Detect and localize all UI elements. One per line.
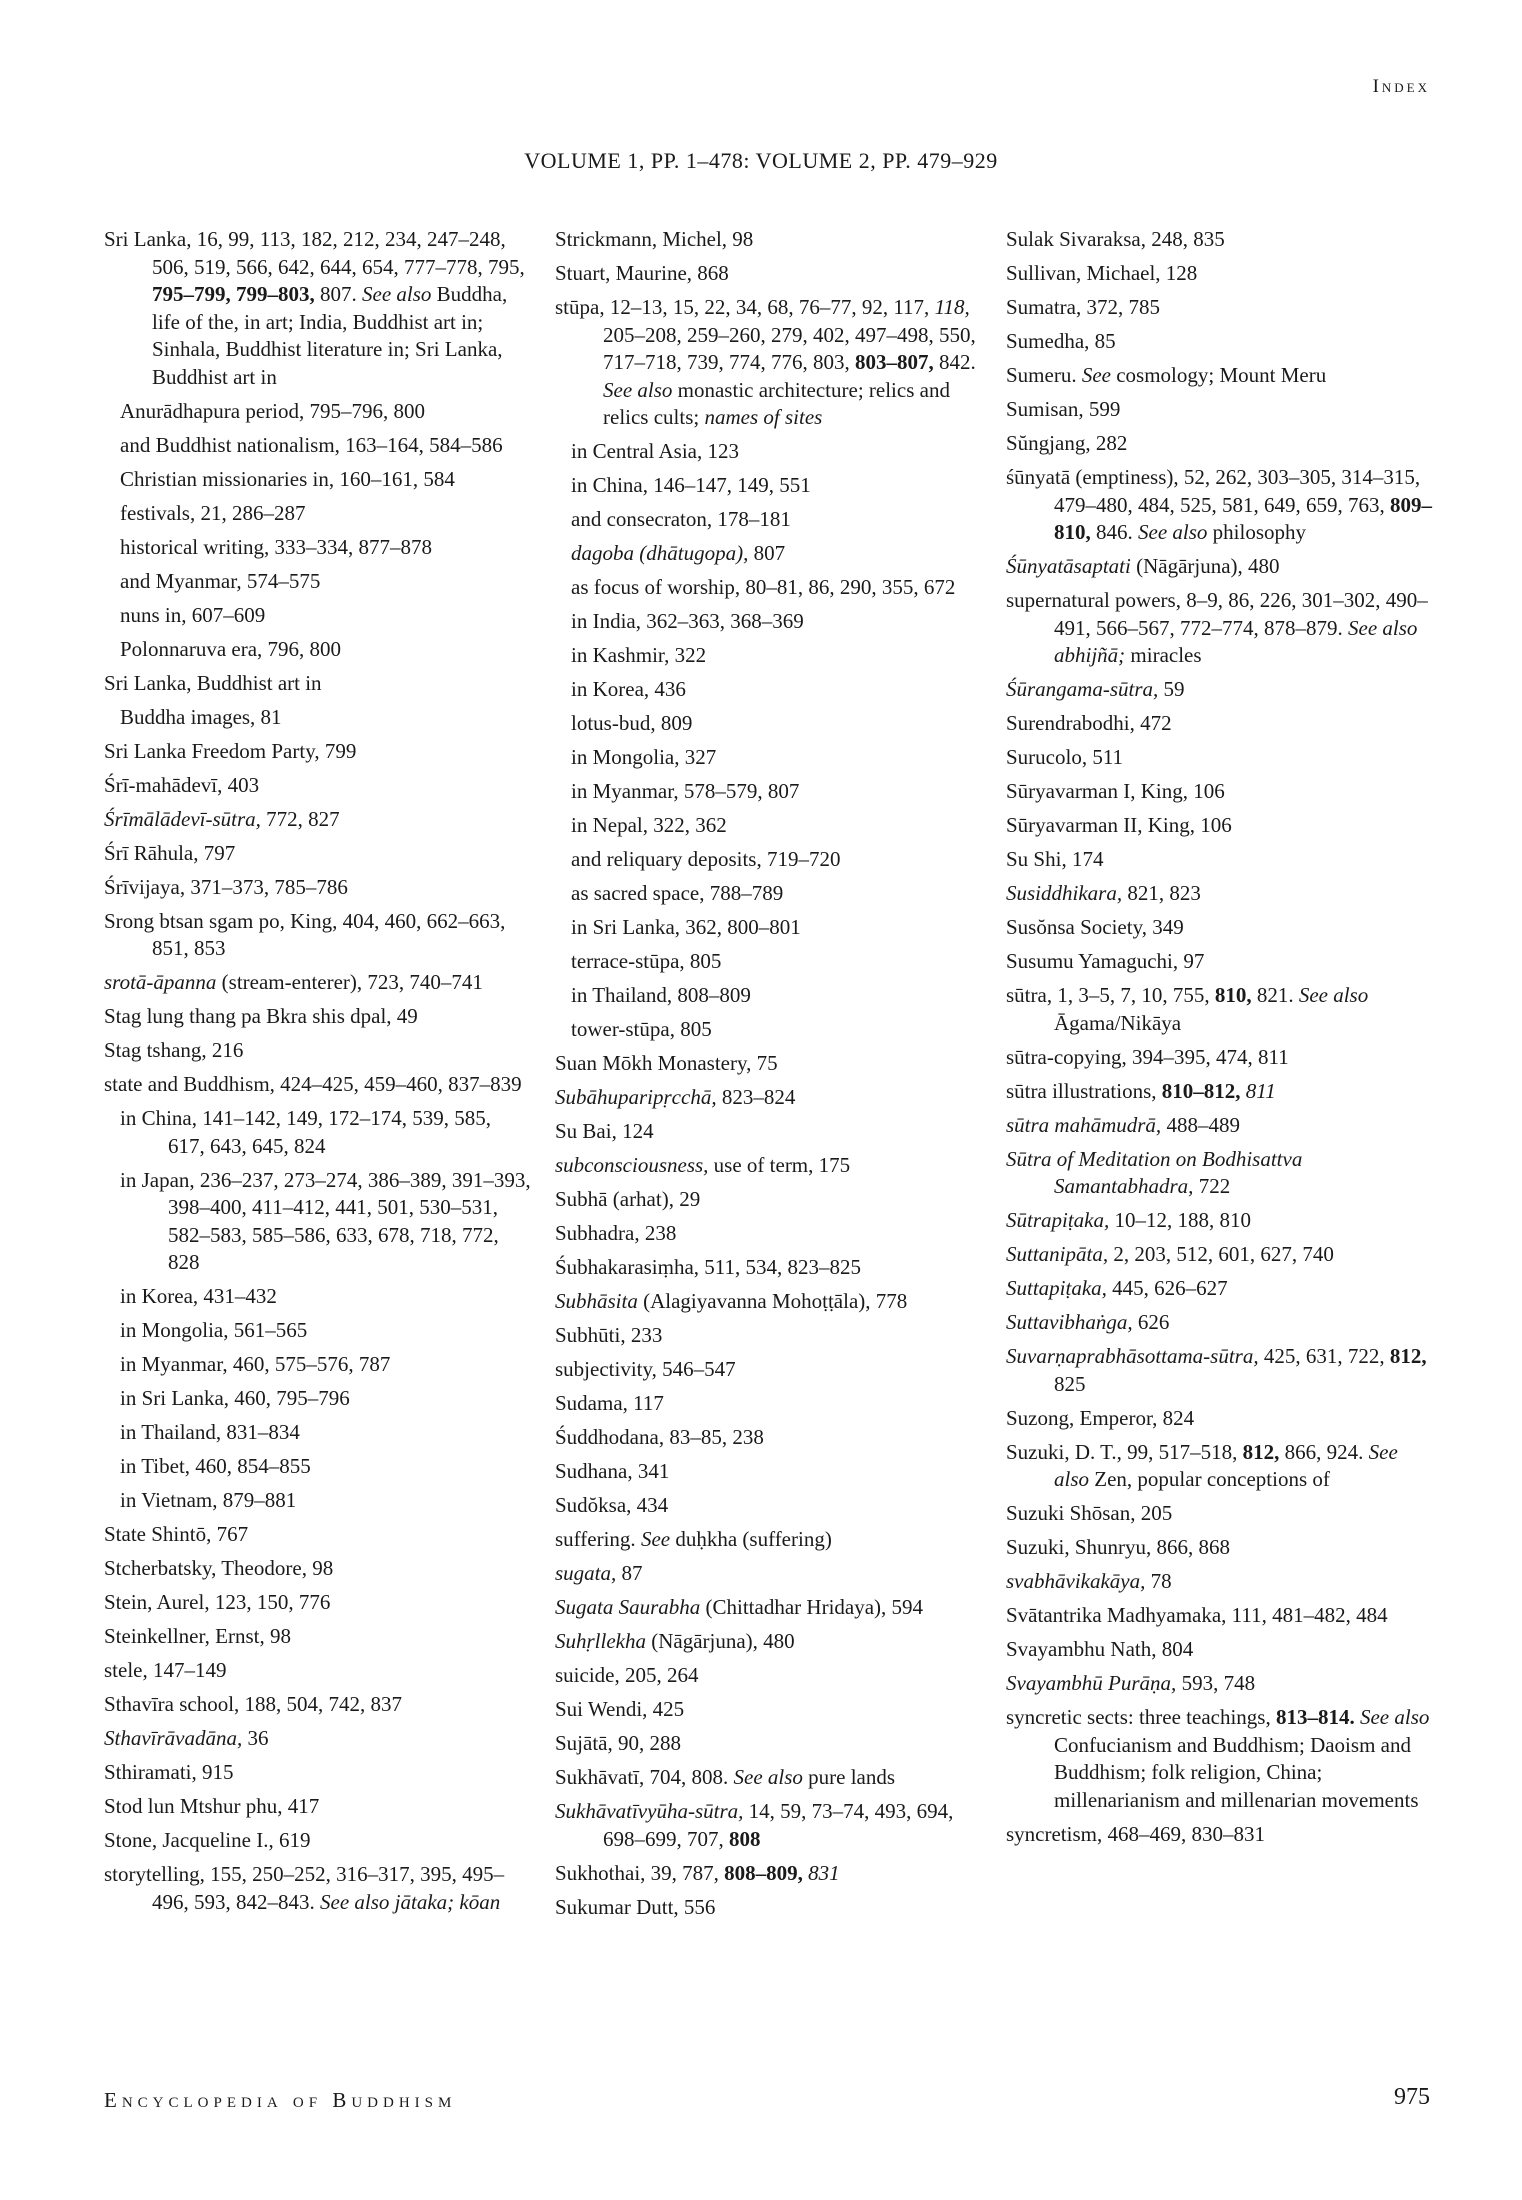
index-entry: suicide, 205, 264 [555, 1663, 699, 1687]
index-subentry: and Buddhist nationalism, 163–164, 584–586 [120, 432, 503, 457]
index-entry: Sthiramati, 915 [104, 1760, 234, 1784]
index-subentry: as focus of worship, 80–81, 86, 290, 355, 672 [571, 575, 956, 599]
index-entry: Steinkellner, Ernst, 98 [104, 1624, 291, 1648]
index-entry: Stein, Aurel, 123, 150, 776 [104, 1590, 331, 1614]
index-entry: Sŭngjang, 282 [1006, 431, 1128, 455]
index-entry: sūtra-copying, 394–395, 474, 811 [1006, 1044, 1289, 1069]
index-subentry: in China, 146–147, 149, 551 [571, 473, 811, 497]
index-subentry: and reliquary deposits, 719–720 [571, 847, 841, 871]
index-entry: Śūnyatāsaptati (Nāgārjuna), 480 [1006, 554, 1280, 578]
index-entry: Suzuki, D. T., 99, 517–518, 812, 866, 924. See also Zen, popular conceptions of [1006, 1439, 1398, 1491]
index-subentry: in Thailand, 808–809 [571, 983, 751, 1007]
index-entry: Sri Lanka, Buddhist art in [104, 670, 322, 695]
index-entry: Subhūti, 233 [555, 1323, 663, 1347]
index-entry: Svayambhū Purāṇa, 593, 748 [1006, 1671, 1256, 1695]
index-subentry: in India, 362–363, 368–369 [571, 609, 804, 633]
index-entry: Śrīmālādevī-sūtra, 772, 827 [104, 806, 340, 831]
index-entry: Suttapiṭaka, 445, 626–627 [1006, 1276, 1228, 1300]
index-entry: Sukumar Dutt, 556 [555, 1894, 716, 1919]
index-entry: Śrī-mahādevī, 403 [104, 772, 260, 797]
index-entry: Sukhothai, 39, 787, 808–809, 831 [555, 1860, 840, 1885]
running-head: Index [1372, 76, 1430, 97]
index-entry: stele, 147–149 [104, 1658, 227, 1682]
index-column-3 [1006, 226, 1434, 2046]
index-entry: Sri Lanka Freedom Party, 799 [104, 738, 357, 763]
index-subentry: in Mongolia, 327 [571, 745, 717, 769]
index-entry: Sukhāvatīvyūha-sūtra, 14, 59, 73–74, 493, 694, 698–699, 707, 808 [555, 1799, 954, 1851]
index-subentry: terrace-stūpa, 805 [571, 949, 722, 973]
index-entry: Su Bai, 124 [555, 1119, 654, 1143]
index-entry: Śūrangama-sūtra, 59 [1006, 677, 1185, 701]
page-number: 975 [1394, 2084, 1430, 2110]
index-entry: Suvarṇaprabhāsottama-sūtra, 425, 631, 722, 812, 825 [1006, 1344, 1427, 1396]
index-entry: sūtra, 1, 3–5, 7, 10, 755, 810, 821. See also Āgama/Nikāya [1006, 983, 1369, 1035]
index-subentry: festivals, 21, 286–287 [120, 500, 306, 525]
index-entry: Subāhuparipṛcchā, 823–824 [555, 1085, 796, 1109]
index-entry: Stcherbatsky, Theodore, 98 [104, 1556, 334, 1580]
index-subentry: tower-stūpa, 805 [571, 1017, 712, 1041]
index-entry: Sri Lanka, 16, 99, 113, 182, 212, 234, 247–248, 506, 519, 566, 642, 644, 654, 777–778, 795, 795–799, 799–803, 807. See also Buddha, life of the, in art; India, Buddhist art in; Sinhala, Buddhist literature in; Sri Lanka, Buddhist art in [104, 227, 525, 389]
index-entry: sūtra mahāmudrā, 488–489 [1006, 1112, 1240, 1137]
index-entry: Suttanipāta, 2, 203, 512, 601, 627, 740 [1006, 1242, 1334, 1266]
index-entry: syncretism, 468–469, 830–831 [1006, 1821, 1265, 1846]
index-entry: Svayambhu Nath, 804 [1006, 1637, 1194, 1661]
index-subentry: in Tibet, 460, 854–855 [120, 1454, 311, 1478]
index-subentry: in China, 141–142, 149, 172–174, 539, 585, 617, 643, 645, 824 [120, 1106, 491, 1158]
index-entry: Sūtrapiṭaka, 10–12, 188, 810 [1006, 1208, 1251, 1232]
index-subentry: nuns in, 607–609 [120, 602, 266, 627]
index-entry: Sugata Saurabha (Chittadhar Hridaya), 594 [555, 1595, 924, 1619]
index-entry: Sūryavarman I, King, 106 [1006, 779, 1225, 803]
index-subentry: in Korea, 436 [571, 677, 686, 701]
index-entry: Sulak Sivaraksa, 248, 835 [1006, 227, 1225, 251]
index-subentry: dagoba (dhātugopa), 807 [571, 541, 786, 565]
index-entry: Srong btsan sgam po, King, 404, 460, 662–663, 851, 853 [104, 908, 506, 960]
index-entry: Suzong, Emperor, 824 [1006, 1405, 1195, 1430]
index-entry: Śrīvijaya, 371–373, 785–786 [104, 874, 348, 899]
index-column-1 [104, 226, 532, 2046]
index-entry: Sukhāvatī, 704, 808. See also pure lands [555, 1765, 896, 1789]
index-entry: Sui Wendi, 425 [555, 1697, 685, 1721]
index-subentry: in Central Asia, 123 [571, 439, 739, 463]
index-entry: supernatural powers, 8–9, 86, 226, 301–302, 490–491, 566–567, 772–774, 878–879. See also abhijñā; miracles [1006, 588, 1428, 667]
index-entry: Suhṛllekha (Nāgārjuna), 480 [555, 1629, 795, 1653]
index-entry: Sumisan, 599 [1006, 397, 1121, 421]
index-entry: Śuddhodana, 83–85, 238 [555, 1425, 764, 1449]
index-subentry: in Mongolia, 561–565 [120, 1318, 308, 1342]
index-entry: suffering. See duḥkha (suffering) [555, 1527, 832, 1551]
index-entry: Susiddhikara, 821, 823 [1006, 881, 1201, 905]
index-entry: Sujātā, 90, 288 [555, 1731, 681, 1755]
index-subentry: Anurādhapura period, 795–796, 800 [120, 398, 426, 423]
index-entry: Su Shi, 174 [1006, 847, 1104, 871]
index-entry: Śubhakarasiṃha, 511, 534, 823–825 [555, 1255, 862, 1279]
index-entry: Sudŏksa, 434 [555, 1493, 669, 1517]
index-entry: Subhāsita (Alagiyavanna Mohoṭṭāla), 778 [555, 1289, 908, 1313]
index-entry: sugata, 87 [555, 1561, 643, 1585]
index-subentry: in Nepal, 322, 362 [571, 813, 727, 837]
index-entry: Susumu Yamaguchi, 97 [1006, 949, 1205, 973]
index-entry: Sūryavarman II, King, 106 [1006, 813, 1232, 837]
index-subentry: Polonnaruva era, 796, 800 [120, 636, 342, 661]
index-subentry: and Myanmar, 574–575 [120, 568, 321, 593]
index-entry: syncretic sects: three teachings, 813–814. See also Confucianism and Buddhism; Daoism and Buddhism; folk religion, China; millenarianism and millenarian movements [1006, 1705, 1430, 1812]
index-entry: svabhāvikakāya, 78 [1006, 1569, 1172, 1593]
index-entry: stūpa, 12–13, 15, 22, 34, 68, 76–77, 92, 117, 118, 205–208, 259–260, 279, 402, 497–498, 550, 717–718, 739, 774, 776, 803, 803–807, 842. See also monastic architecture; relics and relics cults; names of sites [555, 295, 976, 429]
index-entry: Stuart, Maurine, 868 [555, 261, 729, 285]
index-subentry: in Vietnam, 879–881 [120, 1488, 297, 1512]
index-entry: Suzuki Shōsan, 205 [1006, 1501, 1173, 1525]
index-entry: subconsciousness, use of term, 175 [555, 1153, 851, 1177]
index-entry: Stag tshang, 216 [104, 1038, 244, 1062]
index-entry: Sudama, 117 [555, 1391, 664, 1415]
index-entry: state and Buddhism, 424–425, 459–460, 837–839 [104, 1072, 522, 1096]
index-entry: Śrī Rāhula, 797 [104, 840, 236, 865]
index-subentry: as sacred space, 788–789 [571, 881, 784, 905]
index-subentry: Christian missionaries in, 160–161, 584 [120, 466, 455, 491]
index-entry: Sumatra, 372, 785 [1006, 295, 1160, 319]
index-subentry: in Myanmar, 578–579, 807 [571, 779, 800, 803]
index-entry: Stod lun Mtshur phu, 417 [104, 1794, 320, 1818]
index-subentry: in Sri Lanka, 362, 800–801 [571, 915, 801, 939]
volume-note: VOLUME 1, PP. 1–478: VOLUME 2, PP. 479–929 [524, 148, 998, 173]
index-entry: Suan Mōkh Monastery, 75 [555, 1051, 778, 1075]
index-entry: Stag lung thang pa Bkra shis dpal, 49 [104, 1004, 418, 1028]
index-subentry: Buddha images, 81 [120, 704, 282, 729]
index-entry: subjectivity, 546–547 [555, 1357, 736, 1381]
index-columns [104, 226, 1434, 2046]
index-subentry: lotus-bud, 809 [571, 711, 693, 735]
index-entry: Sumeru. See cosmology; Mount Meru [1006, 363, 1327, 387]
index-entry: Susŏnsa Society, 349 [1006, 915, 1184, 939]
index-subentry: in Korea, 431–432 [120, 1284, 277, 1308]
index-entry: sūtra illustrations, 810–812, 811 [1006, 1078, 1276, 1103]
index-entry: Sullivan, Michael, 128 [1006, 261, 1198, 285]
index-entry: srotā-āpanna (stream-enterer), 723, 740–741 [104, 970, 483, 994]
index-entry: Sthavīra school, 188, 504, 742, 837 [104, 1692, 403, 1716]
index-entry: storytelling, 155, 250–252, 316–317, 395, 495–496, 593, 842–843. See also jātaka; kōan [104, 1862, 505, 1914]
index-entry: Sūtra of Meditation on Bodhisattva Samantabhadra, 722 [1006, 1146, 1303, 1198]
index-entry: Sthavīrāvadāna, 36 [104, 1726, 269, 1750]
index-subentry: and consecraton, 178–181 [571, 507, 791, 531]
index-entry: Suzuki, Shunryu, 866, 868 [1006, 1535, 1231, 1559]
index-entry: Suttavibhaṅga, 626 [1006, 1310, 1170, 1334]
index-subentry: in Thailand, 831–834 [120, 1420, 300, 1444]
index-subentry: in Kashmir, 322 [571, 643, 707, 667]
index-entry: Subhā (arhat), 29 [555, 1187, 701, 1211]
index-entry: Subhadra, 238 [555, 1221, 677, 1245]
index-entry: State Shintō, 767 [104, 1522, 249, 1546]
index-entry: Surucolo, 511 [1006, 745, 1124, 769]
index-entry: śūnyatā (emptiness), 52, 262, 303–305, 314–315, 479–480, 484, 525, 581, 649, 659, 763, 809–810, 846. See also philosophy [1006, 465, 1432, 544]
index-entry: Sumedha, 85 [1006, 329, 1116, 353]
footer-publication-title: Encyclopedia of Buddhism [104, 2088, 457, 2112]
index-subentry: historical writing, 333–334, 877–878 [120, 534, 433, 559]
index-entry: Sudhana, 341 [555, 1459, 670, 1483]
index-entry: Svātantrika Madhyamaka, 111, 481–482, 484 [1006, 1603, 1388, 1627]
index-entry: Strickmann, Michel, 98 [555, 227, 754, 251]
index-subentry: in Japan, 236–237, 273–274, 386–389, 391–393, 398–400, 411–412, 441, 501, 530–531, 582–583, 585–586, 633, 678, 718, 772, 828 [120, 1167, 531, 1274]
index-entry: Surendrabodhi, 472 [1006, 711, 1172, 735]
index-entry: Stone, Jacqueline I., 619 [104, 1828, 311, 1852]
index-column-2 [555, 226, 983, 2046]
index-subentry: in Myanmar, 460, 575–576, 787 [120, 1352, 391, 1376]
index-subentry: in Sri Lanka, 460, 795–796 [120, 1386, 350, 1410]
